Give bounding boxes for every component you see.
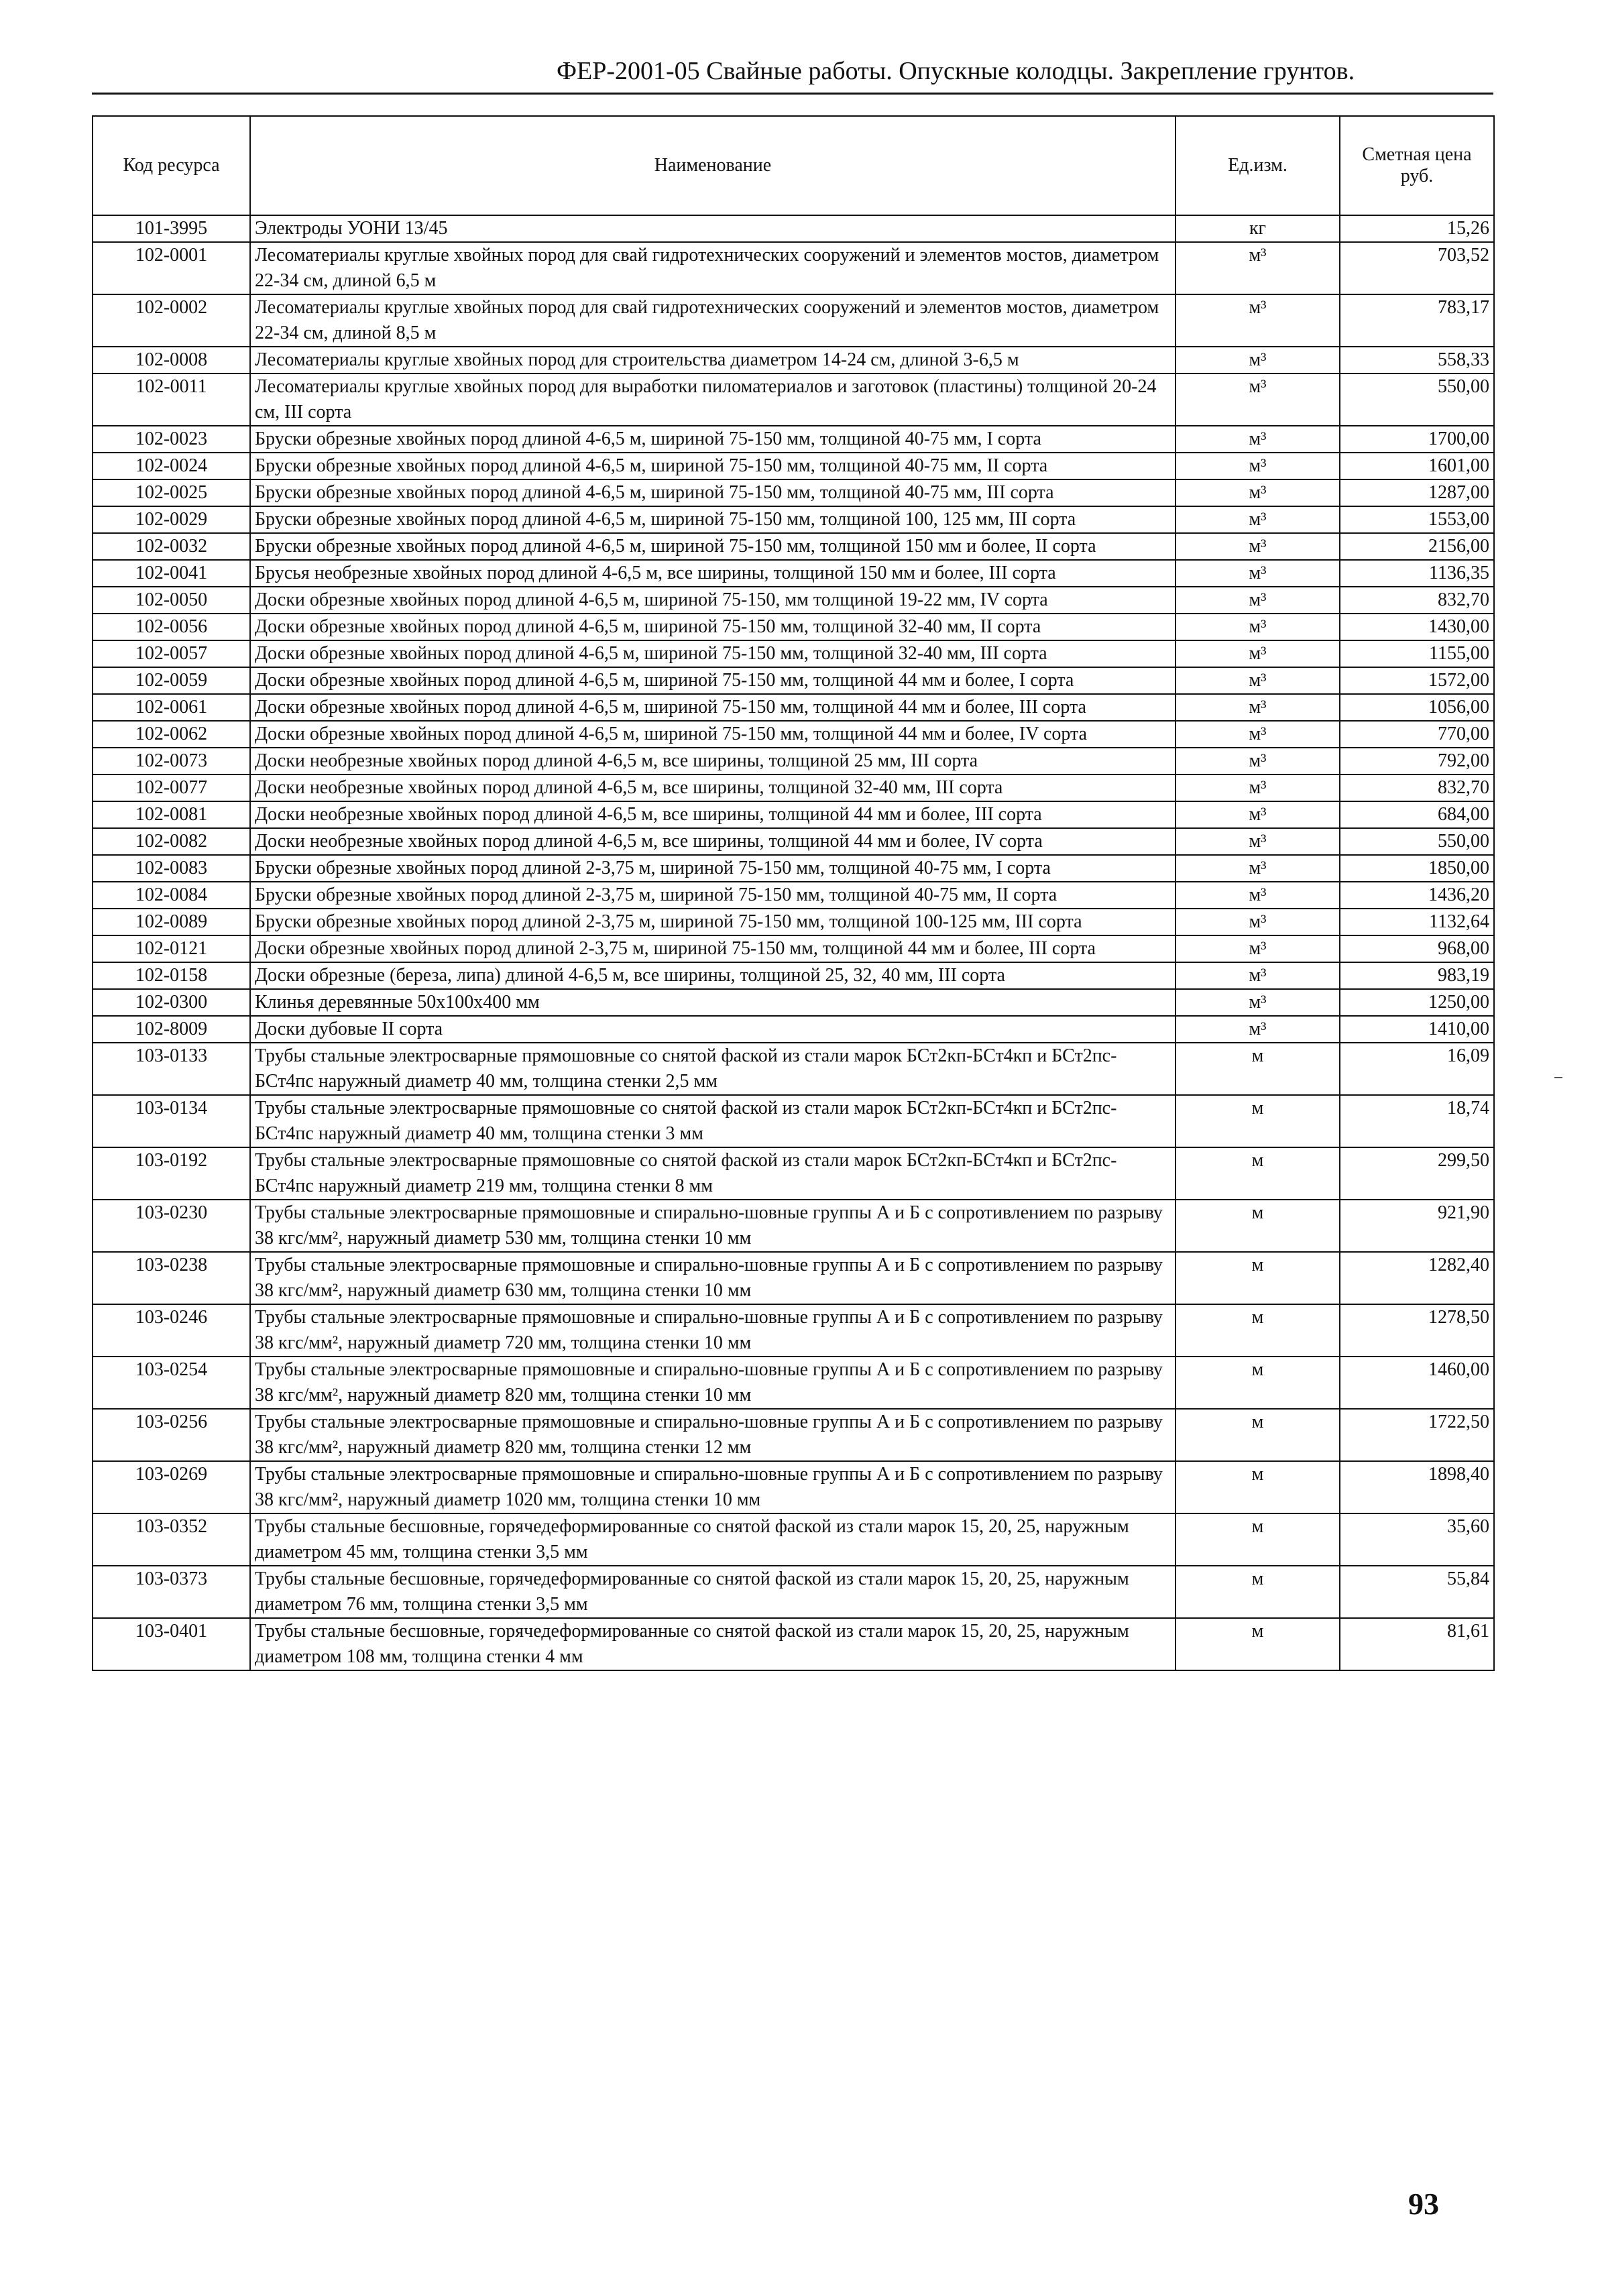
table-row xyxy=(93,748,1494,774)
cell-resource-code: 103-0246 xyxy=(93,1304,250,1357)
cell-resource-name: Доски обрезные хвойных пород длиной 4-6,5 м, шириной 75-150 мм, толщиной 32-40 мм, III сорта xyxy=(250,640,1176,667)
cell-price: 1430,00 xyxy=(1340,614,1494,640)
cell-price: 832,70 xyxy=(1340,774,1494,801)
cell-price: 55,84 xyxy=(1340,1566,1494,1618)
cell-resource-name: Лесоматериалы круглые хвойных пород для свай гидротехнических сооружений и элементов мостов, диаметром 22-34 см, длиной 8,5 м xyxy=(250,294,1176,347)
cell-resource-name: Доски обрезные хвойных пород длиной 4-6,5 м, шириной 75-150 мм, толщиной 44 мм и более, III сорта xyxy=(250,694,1176,721)
table-row xyxy=(93,855,1494,882)
cell-price: 1700,00 xyxy=(1340,426,1494,453)
cell-resource-code: 102-0083 xyxy=(93,855,250,882)
table-row xyxy=(93,667,1494,694)
table-row xyxy=(93,294,1494,347)
cell-resource-code: 102-0057 xyxy=(93,640,250,667)
cell-price: 299,50 xyxy=(1340,1147,1494,1200)
table-row xyxy=(93,506,1494,533)
cell-price: 792,00 xyxy=(1340,748,1494,774)
table-row xyxy=(93,426,1494,453)
table-row xyxy=(93,909,1494,935)
table-body xyxy=(93,215,1494,1670)
table-row xyxy=(93,242,1494,294)
cell-unit: м xyxy=(1176,1357,1340,1409)
cell-resource-name: Трубы стальные электросварные прямошовные со снятой фаской из стали марок БСт2кп-БСт4кп и БСт2пс-БСт4пс наружный диаметр 40 мм, толщина стенки 3 мм xyxy=(250,1095,1176,1147)
cell-resource-code: 102-0158 xyxy=(93,962,250,989)
cell-resource-name: Доски необрезные хвойных пород длиной 4-6,5 м, все ширины, толщиной 44 мм и более, IV сорта xyxy=(250,828,1176,855)
cell-resource-name: Доски необрезные хвойных пород длиной 4-6,5 м, все ширины, толщиной 25 мм, III сорта xyxy=(250,748,1176,774)
table-row xyxy=(93,453,1494,479)
cell-price: 770,00 xyxy=(1340,721,1494,748)
cell-unit: м xyxy=(1176,1409,1340,1461)
cell-resource-code: 102-0029 xyxy=(93,506,250,533)
table-row xyxy=(93,774,1494,801)
cell-resource-code: 103-0256 xyxy=(93,1409,250,1461)
cell-price: 684,00 xyxy=(1340,801,1494,828)
cell-resource-code: 102-0001 xyxy=(93,242,250,294)
cell-price: 921,90 xyxy=(1340,1200,1494,1252)
cell-unit: м³ xyxy=(1176,748,1340,774)
cell-resource-code: 102-0011 xyxy=(93,374,250,426)
table-row xyxy=(93,347,1494,374)
table-row xyxy=(93,533,1494,560)
cell-unit: м xyxy=(1176,1304,1340,1357)
cell-resource-code: 102-0050 xyxy=(93,587,250,614)
cell-resource-code: 103-0373 xyxy=(93,1566,250,1618)
table-row xyxy=(93,962,1494,989)
cell-unit: м³ xyxy=(1176,347,1340,374)
cell-price: 1278,50 xyxy=(1340,1304,1494,1357)
cell-resource-code: 103-0133 xyxy=(93,1043,250,1095)
cell-price: 1136,35 xyxy=(1340,560,1494,587)
cell-unit: м³ xyxy=(1176,374,1340,426)
column-header-code: Код ресурса xyxy=(93,116,250,215)
cell-unit: м³ xyxy=(1176,935,1340,962)
cell-resource-name: Трубы стальные электросварные прямошовные со снятой фаской из стали марок БСт2кп-БСт4кп и БСт2пс-БСт4пс наружный диаметр 219 мм, толщина стенки 8 мм xyxy=(250,1147,1176,1200)
cell-resource-code: 102-0082 xyxy=(93,828,250,855)
cell-unit: м³ xyxy=(1176,962,1340,989)
table-row xyxy=(93,694,1494,721)
cell-unit: м³ xyxy=(1176,294,1340,347)
cell-resource-name: Бруски обрезные хвойных пород длиной 4-6,5 м, шириной 75-150 мм, толщиной 40-75 мм, I сорта xyxy=(250,426,1176,453)
table-row xyxy=(93,1357,1494,1409)
cell-price: 1601,00 xyxy=(1340,453,1494,479)
cell-resource-name: Лесоматериалы круглые хвойных пород для свай гидротехнических сооружений и элементов мостов, диаметром 22-34 см, длиной 6,5 м xyxy=(250,242,1176,294)
cell-resource-name: Бруски обрезные хвойных пород длиной 4-6,5 м, шириной 75-150 мм, толщиной 100, 125 мм, III сорта xyxy=(250,506,1176,533)
cell-resource-code: 103-0401 xyxy=(93,1618,250,1670)
cell-price: 1898,40 xyxy=(1340,1461,1494,1513)
cell-resource-code: 102-0121 xyxy=(93,935,250,962)
cell-resource-name: Трубы стальные бесшовные, горячедеформированные со снятой фаской из стали марок 15, 20, 25, наружным диаметром 76 мм, толщина стенки 3,5 мм xyxy=(250,1566,1176,1618)
cell-resource-code: 102-0025 xyxy=(93,479,250,506)
cell-resource-code: 102-0032 xyxy=(93,533,250,560)
cell-price: 550,00 xyxy=(1340,374,1494,426)
table-row xyxy=(93,882,1494,909)
cell-resource-code: 101-3995 xyxy=(93,215,250,242)
table-row xyxy=(93,1016,1494,1043)
cell-resource-name: Доски обрезные хвойных пород длиной 2-3,75 м, шириной 75-150 мм, толщиной 44 мм и более, III сорта xyxy=(250,935,1176,962)
table-row xyxy=(93,640,1494,667)
cell-resource-code: 102-0041 xyxy=(93,560,250,587)
cell-resource-name: Доски необрезные хвойных пород длиной 4-6,5 м, все ширины, толщиной 32-40 мм, III сорта xyxy=(250,774,1176,801)
cell-resource-name: Электроды УОНИ 13/45 xyxy=(250,215,1176,242)
table-row xyxy=(93,374,1494,426)
cell-resource-name: Доски дубовые II сорта xyxy=(250,1016,1176,1043)
cell-price: 1436,20 xyxy=(1340,882,1494,909)
cell-price: 1287,00 xyxy=(1340,479,1494,506)
cell-resource-name: Трубы стальные электросварные прямошовные и спирально-шовные группы А и Б с сопротивлением по разрыву 38 кгс/мм², наружный диаметр 820 мм, толщина стенки 12 мм xyxy=(250,1409,1176,1461)
cell-resource-name: Бруски обрезные хвойных пород длиной 2-3,75 м, шириной 75-150 мм, толщиной 100-125 мм, III сорта xyxy=(250,909,1176,935)
cell-price: 1722,50 xyxy=(1340,1409,1494,1461)
page-header-title: ФЕР-2001-05 Свайные работы. Опускные колодцы. Закрепление грунтов. xyxy=(557,57,1355,85)
table-row xyxy=(93,1043,1494,1095)
cell-resource-code: 102-0061 xyxy=(93,694,250,721)
cell-unit: м³ xyxy=(1176,828,1340,855)
table-row xyxy=(93,935,1494,962)
cell-price: 703,52 xyxy=(1340,242,1494,294)
cell-resource-name: Трубы стальные бесшовные, горячедеформированные со снятой фаской из стали марок 15, 20, 25, наружным диаметром 45 мм, толщина стенки 3,5 мм xyxy=(250,1513,1176,1566)
cell-price: 1056,00 xyxy=(1340,694,1494,721)
table-row xyxy=(93,1618,1494,1670)
cell-price: 1132,64 xyxy=(1340,909,1494,935)
cell-resource-code: 102-8009 xyxy=(93,1016,250,1043)
cell-resource-code: 102-0024 xyxy=(93,453,250,479)
cell-resource-code: 103-0134 xyxy=(93,1095,250,1147)
table-row xyxy=(93,614,1494,640)
table-row xyxy=(93,801,1494,828)
cell-unit: м³ xyxy=(1176,694,1340,721)
cell-resource-name: Бруски обрезные хвойных пород длиной 4-6,5 м, шириной 75-150 мм, толщиной 40-75 мм, II сорта xyxy=(250,453,1176,479)
cell-resource-name: Бруски обрезные хвойных пород длиной 4-6,5 м, шириной 75-150 мм, толщиной 40-75 мм, III сорта xyxy=(250,479,1176,506)
cell-resource-code: 102-0008 xyxy=(93,347,250,374)
table-row xyxy=(93,215,1494,242)
table-row xyxy=(93,721,1494,748)
column-header-unit: Ед.изм. xyxy=(1176,116,1340,215)
table-row xyxy=(93,1409,1494,1461)
table-row xyxy=(93,587,1494,614)
cell-resource-code: 103-0192 xyxy=(93,1147,250,1200)
cell-unit: м³ xyxy=(1176,721,1340,748)
cell-resource-code: 102-0023 xyxy=(93,426,250,453)
cell-unit: м xyxy=(1176,1200,1340,1252)
cell-resource-code: 102-0077 xyxy=(93,774,250,801)
cell-unit: м³ xyxy=(1176,479,1340,506)
cell-resource-name: Клинья деревянные 50х100х400 мм xyxy=(250,989,1176,1016)
cell-unit: м³ xyxy=(1176,989,1340,1016)
cell-price: 81,61 xyxy=(1340,1618,1494,1670)
cell-resource-name: Доски необрезные хвойных пород длиной 4-6,5 м, все ширины, толщиной 44 мм и более, III сорта xyxy=(250,801,1176,828)
cell-price: 832,70 xyxy=(1340,587,1494,614)
cell-unit: м³ xyxy=(1176,909,1340,935)
cell-resource-code: 103-0352 xyxy=(93,1513,250,1566)
cell-resource-name: Трубы стальные бесшовные, горячедеформированные со снятой фаской из стали марок 15, 20, 25, наружным диаметром 108 мм, толщина стенки 4 мм xyxy=(250,1618,1176,1670)
table-row xyxy=(93,1566,1494,1618)
cell-price: 1572,00 xyxy=(1340,667,1494,694)
cell-resource-name: Лесоматериалы круглые хвойных пород для строительства диаметром 14-24 см, длиной 3-6,5 м xyxy=(250,347,1176,374)
cell-resource-name: Трубы стальные электросварные прямошовные и спирально-шовные группы А и Б с сопротивлением по разрыву 38 кгс/мм², наружный диаметр 1020 мм, толщина стенки 10 мм xyxy=(250,1461,1176,1513)
cell-resource-code: 102-0002 xyxy=(93,294,250,347)
table-row xyxy=(93,1200,1494,1252)
cell-unit: м xyxy=(1176,1461,1340,1513)
table-row xyxy=(93,1513,1494,1566)
cell-unit: м³ xyxy=(1176,640,1340,667)
cell-resource-code: 102-0081 xyxy=(93,801,250,828)
cell-resource-name: Трубы стальные электросварные прямошовные со снятой фаской из стали марок БСт2кп-БСт4кп и БСт2пс-БСт4пс наружный диаметр 40 мм, толщина стенки 2,5 мм xyxy=(250,1043,1176,1095)
cell-resource-name: Доски обрезные хвойных пород длиной 4-6,5 м, шириной 75-150 мм, толщиной 44 мм и более, IV сорта xyxy=(250,721,1176,748)
header-rule xyxy=(92,93,1493,95)
cell-resource-code: 102-0084 xyxy=(93,882,250,909)
cell-resource-code: 103-0238 xyxy=(93,1252,250,1304)
cell-price: 1282,40 xyxy=(1340,1252,1494,1304)
cell-resource-name: Трубы стальные электросварные прямошовные и спирально-шовные группы А и Б с сопротивлением по разрыву 38 кгс/мм², наружный диаметр 720 мм, толщина стенки 10 мм xyxy=(250,1304,1176,1357)
cell-unit: м³ xyxy=(1176,426,1340,453)
cell-unit: м xyxy=(1176,1618,1340,1670)
resource-price-table xyxy=(92,115,1495,1671)
table-header-row xyxy=(93,116,1494,215)
cell-resource-name: Бруски обрезные хвойных пород длиной 2-3,75 м, шириной 75-150 мм, толщиной 40-75 мм, I сорта xyxy=(250,855,1176,882)
cell-price: 550,00 xyxy=(1340,828,1494,855)
cell-unit: м³ xyxy=(1176,587,1340,614)
cell-unit: м xyxy=(1176,1043,1340,1095)
cell-unit: м³ xyxy=(1176,242,1340,294)
page-number: 93 xyxy=(1408,2187,1439,2221)
cell-price: 558,33 xyxy=(1340,347,1494,374)
cell-unit: м³ xyxy=(1176,506,1340,533)
cell-resource-code: 102-0300 xyxy=(93,989,250,1016)
cell-unit: м³ xyxy=(1176,560,1340,587)
cell-resource-name: Доски обрезные хвойных пород длиной 4-6,5 м, шириной 75-150 мм, толщиной 32-40 мм, II сорта xyxy=(250,614,1176,640)
cell-price: 16,09 xyxy=(1340,1043,1494,1095)
cell-unit: м xyxy=(1176,1252,1340,1304)
cell-resource-name: Трубы стальные электросварные прямошовные и спирально-шовные группы А и Б с сопротивлением по разрыву 38 кгс/мм², наружный диаметр 820 мм, толщина стенки 10 мм xyxy=(250,1357,1176,1409)
cell-resource-code: 103-0230 xyxy=(93,1200,250,1252)
margin-mark xyxy=(1554,1077,1562,1078)
table-row xyxy=(93,1095,1494,1147)
cell-resource-name: Доски обрезные (береза, липа) длиной 4-6,5 м, все ширины, толщиной 25, 32, 40 мм, III сорта xyxy=(250,962,1176,989)
table-row xyxy=(93,1252,1494,1304)
cell-price: 1460,00 xyxy=(1340,1357,1494,1409)
cell-unit: м xyxy=(1176,1095,1340,1147)
cell-resource-code: 103-0254 xyxy=(93,1357,250,1409)
cell-unit: м³ xyxy=(1176,801,1340,828)
cell-price: 1250,00 xyxy=(1340,989,1494,1016)
cell-unit: м³ xyxy=(1176,667,1340,694)
cell-unit: м xyxy=(1176,1513,1340,1566)
cell-price: 15,26 xyxy=(1340,215,1494,242)
cell-unit: м³ xyxy=(1176,533,1340,560)
cell-resource-name: Лесоматериалы круглые хвойных пород для выработки пиломатериалов и заготовок (пластины) толщиной 20-24 см, III сорта xyxy=(250,374,1176,426)
cell-resource-code: 102-0089 xyxy=(93,909,250,935)
column-header-price: Сметная цена руб. xyxy=(1340,116,1494,215)
cell-price: 1155,00 xyxy=(1340,640,1494,667)
column-header-name: Наименование xyxy=(250,116,1176,215)
cell-price: 1850,00 xyxy=(1340,855,1494,882)
cell-resource-name: Трубы стальные электросварные прямошовные и спирально-шовные группы А и Б с сопротивлением по разрыву 38 кгс/мм², наружный диаметр 530 мм, толщина стенки 10 мм xyxy=(250,1200,1176,1252)
cell-resource-name: Бруски обрезные хвойных пород длиной 4-6,5 м, шириной 75-150 мм, толщиной 150 мм и более, II сорта xyxy=(250,533,1176,560)
table-row xyxy=(93,1304,1494,1357)
cell-unit: м³ xyxy=(1176,882,1340,909)
table-row xyxy=(93,479,1494,506)
cell-price: 1553,00 xyxy=(1340,506,1494,533)
cell-resource-code: 102-0062 xyxy=(93,721,250,748)
cell-unit: м xyxy=(1176,1147,1340,1200)
table-row xyxy=(93,828,1494,855)
cell-unit: м³ xyxy=(1176,855,1340,882)
cell-resource-code: 102-0073 xyxy=(93,748,250,774)
cell-price: 983,19 xyxy=(1340,962,1494,989)
cell-price: 35,60 xyxy=(1340,1513,1494,1566)
cell-resource-code: 103-0269 xyxy=(93,1461,250,1513)
cell-price: 968,00 xyxy=(1340,935,1494,962)
cell-resource-name: Трубы стальные электросварные прямошовные и спирально-шовные группы А и Б с сопротивлением по разрыву 38 кгс/мм², наружный диаметр 630 мм, толщина стенки 10 мм xyxy=(250,1252,1176,1304)
cell-unit: м³ xyxy=(1176,1016,1340,1043)
table-row xyxy=(93,1461,1494,1513)
cell-unit: м³ xyxy=(1176,614,1340,640)
table-row xyxy=(93,560,1494,587)
cell-unit: кг xyxy=(1176,215,1340,242)
cell-unit: м³ xyxy=(1176,774,1340,801)
cell-price: 18,74 xyxy=(1340,1095,1494,1147)
table-row xyxy=(93,989,1494,1016)
cell-price: 2156,00 xyxy=(1340,533,1494,560)
cell-resource-code: 102-0056 xyxy=(93,614,250,640)
cell-resource-code: 102-0059 xyxy=(93,667,250,694)
cell-resource-name: Брусья необрезные хвойных пород длиной 4-6,5 м, все ширины, толщиной 150 мм и более, III сорта xyxy=(250,560,1176,587)
cell-unit: м xyxy=(1176,1566,1340,1618)
cell-unit: м³ xyxy=(1176,453,1340,479)
cell-resource-name: Доски обрезные хвойных пород длиной 4-6,5 м, шириной 75-150 мм, толщиной 44 мм и более, I сорта xyxy=(250,667,1176,694)
cell-price: 1410,00 xyxy=(1340,1016,1494,1043)
cell-resource-name: Бруски обрезные хвойных пород длиной 2-3,75 м, шириной 75-150 мм, толщиной 40-75 мм, II сорта xyxy=(250,882,1176,909)
cell-price: 783,17 xyxy=(1340,294,1494,347)
cell-resource-name: Доски обрезные хвойных пород длиной 4-6,5 м, шириной 75-150, мм толщиной 19-22 мм, IV сорта xyxy=(250,587,1176,614)
table-row xyxy=(93,1147,1494,1200)
